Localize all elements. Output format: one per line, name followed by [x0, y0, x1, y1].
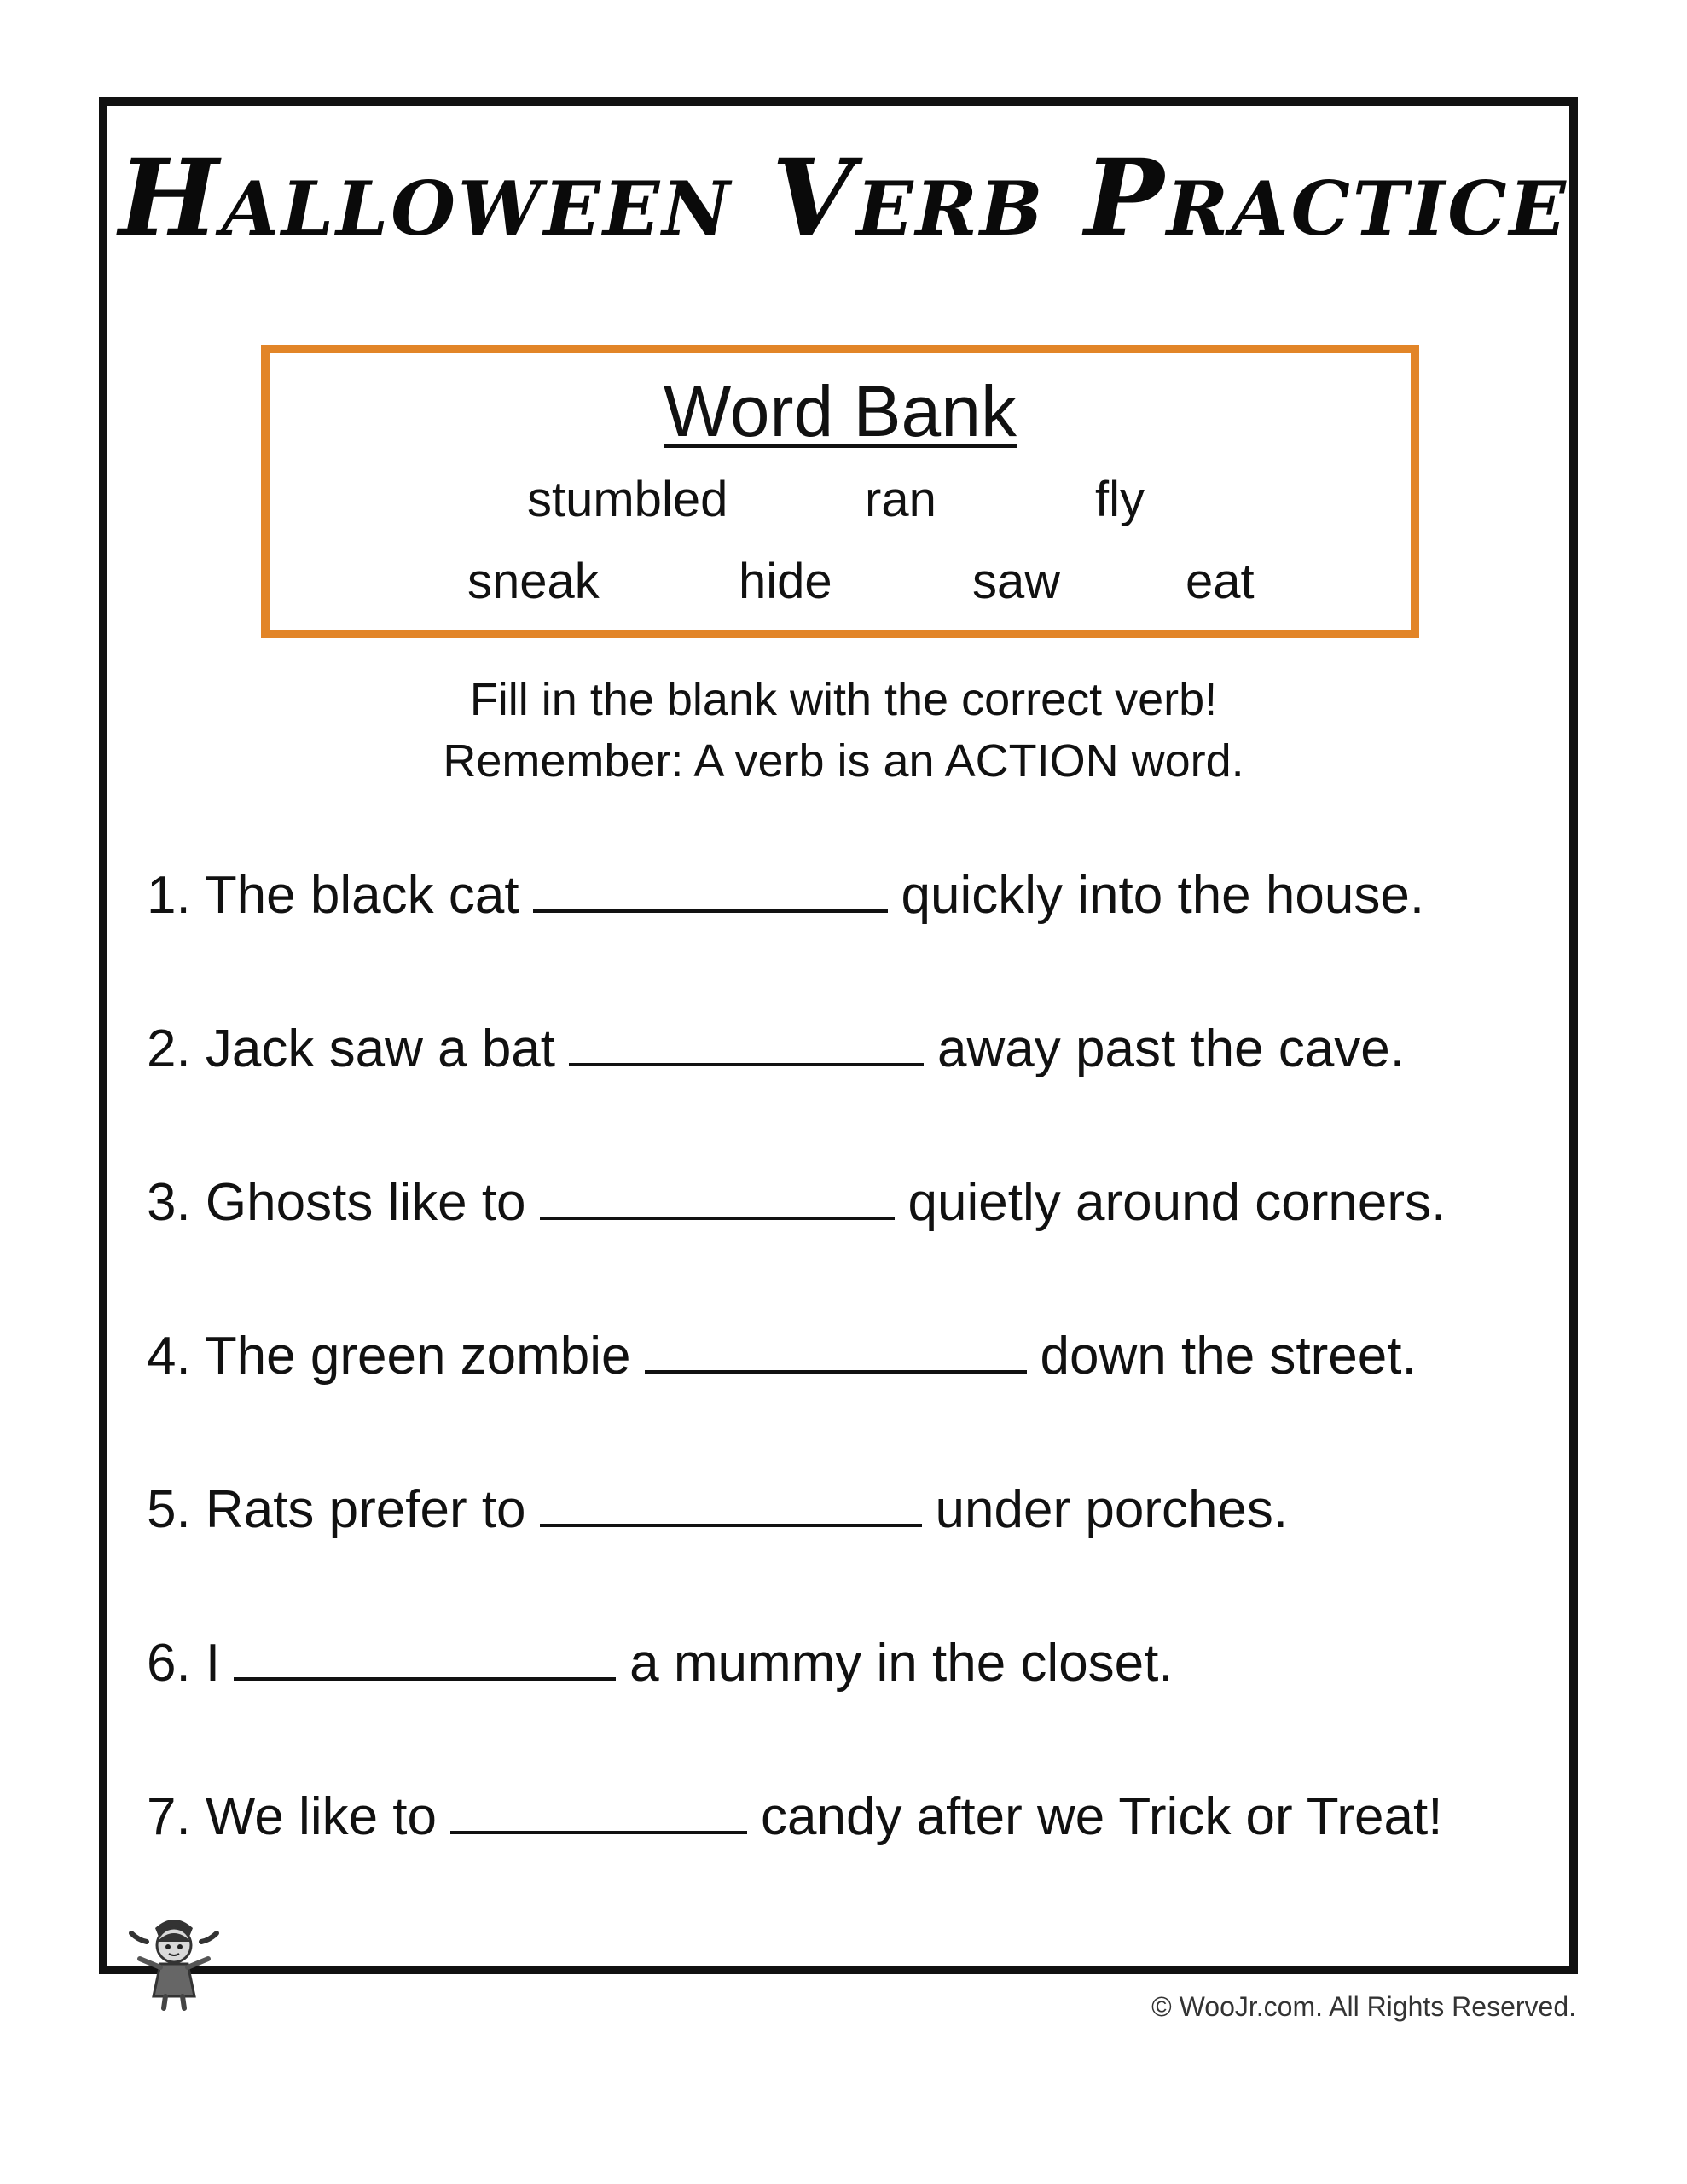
answer-blank[interactable]: [645, 1324, 1027, 1374]
word-bank-box: [261, 345, 1419, 638]
answer-blank[interactable]: [540, 1170, 895, 1220]
answer-blank[interactable]: [450, 1785, 747, 1834]
sentence-3: [147, 1170, 1446, 1233]
sentence-6: [147, 1631, 1174, 1693]
copyright-notice: © WooJr.com. All Rights Reserved.: [1151, 1991, 1576, 2022]
worksheet-title: Halloween Verb Practice: [119, 136, 1568, 260]
word-bank-word: fly: [1095, 472, 1145, 527]
answer-blank[interactable]: [234, 1631, 616, 1681]
sentence-4: [147, 1324, 1417, 1386]
answer-blank[interactable]: [533, 863, 888, 913]
word-bank-heading: Word Bank: [664, 371, 1017, 451]
sentence-text: 2. Jack saw a bat: [147, 1019, 556, 1078]
sentence-text: 4. The green zombie: [147, 1327, 631, 1385]
instruction-line: Remember: A verb is an ACTION word.: [443, 735, 1244, 787]
word-bank-word: stumbled: [527, 472, 728, 527]
sentence-text: down the street.: [1040, 1327, 1417, 1385]
sentence-text: 5. Rats prefer to: [147, 1480, 526, 1539]
sentence-text: 1. The black cat: [147, 866, 519, 925]
sentence-5: [147, 1478, 1288, 1540]
answer-blank[interactable]: [569, 1017, 924, 1066]
word-bank-word: hide: [739, 554, 832, 609]
sentence-text: 7. We like to: [147, 1787, 438, 1846]
word-bank-word: sneak: [467, 554, 600, 609]
sentence-text: under porches.: [935, 1480, 1289, 1539]
sentence-text: a mummy in the closet.: [629, 1634, 1174, 1693]
sentence-1: [147, 863, 1424, 926]
instructions: [0, 669, 1687, 792]
answer-blank[interactable]: [540, 1478, 922, 1527]
word-bank-word: saw: [972, 554, 1061, 609]
sentence-2: [147, 1017, 1405, 1079]
word-bank-word: ran: [865, 472, 936, 527]
sentence-text: candy after we Trick or Treat!: [761, 1787, 1443, 1846]
sentence-text: 3. Ghosts like to: [147, 1173, 526, 1232]
instruction-line: Fill in the blank with the correct verb!: [469, 674, 1218, 725]
word-bank-word: eat: [1186, 554, 1255, 609]
sentence-text: 6. I: [147, 1634, 221, 1693]
sentence-text: quietly around corners.: [907, 1173, 1446, 1232]
sentence-text: quickly into the house.: [901, 866, 1425, 925]
witch-girl-mascot-icon: [121, 1908, 227, 2013]
sentence-text: away past the cave.: [937, 1019, 1406, 1078]
sentence-7: [147, 1785, 1442, 1847]
